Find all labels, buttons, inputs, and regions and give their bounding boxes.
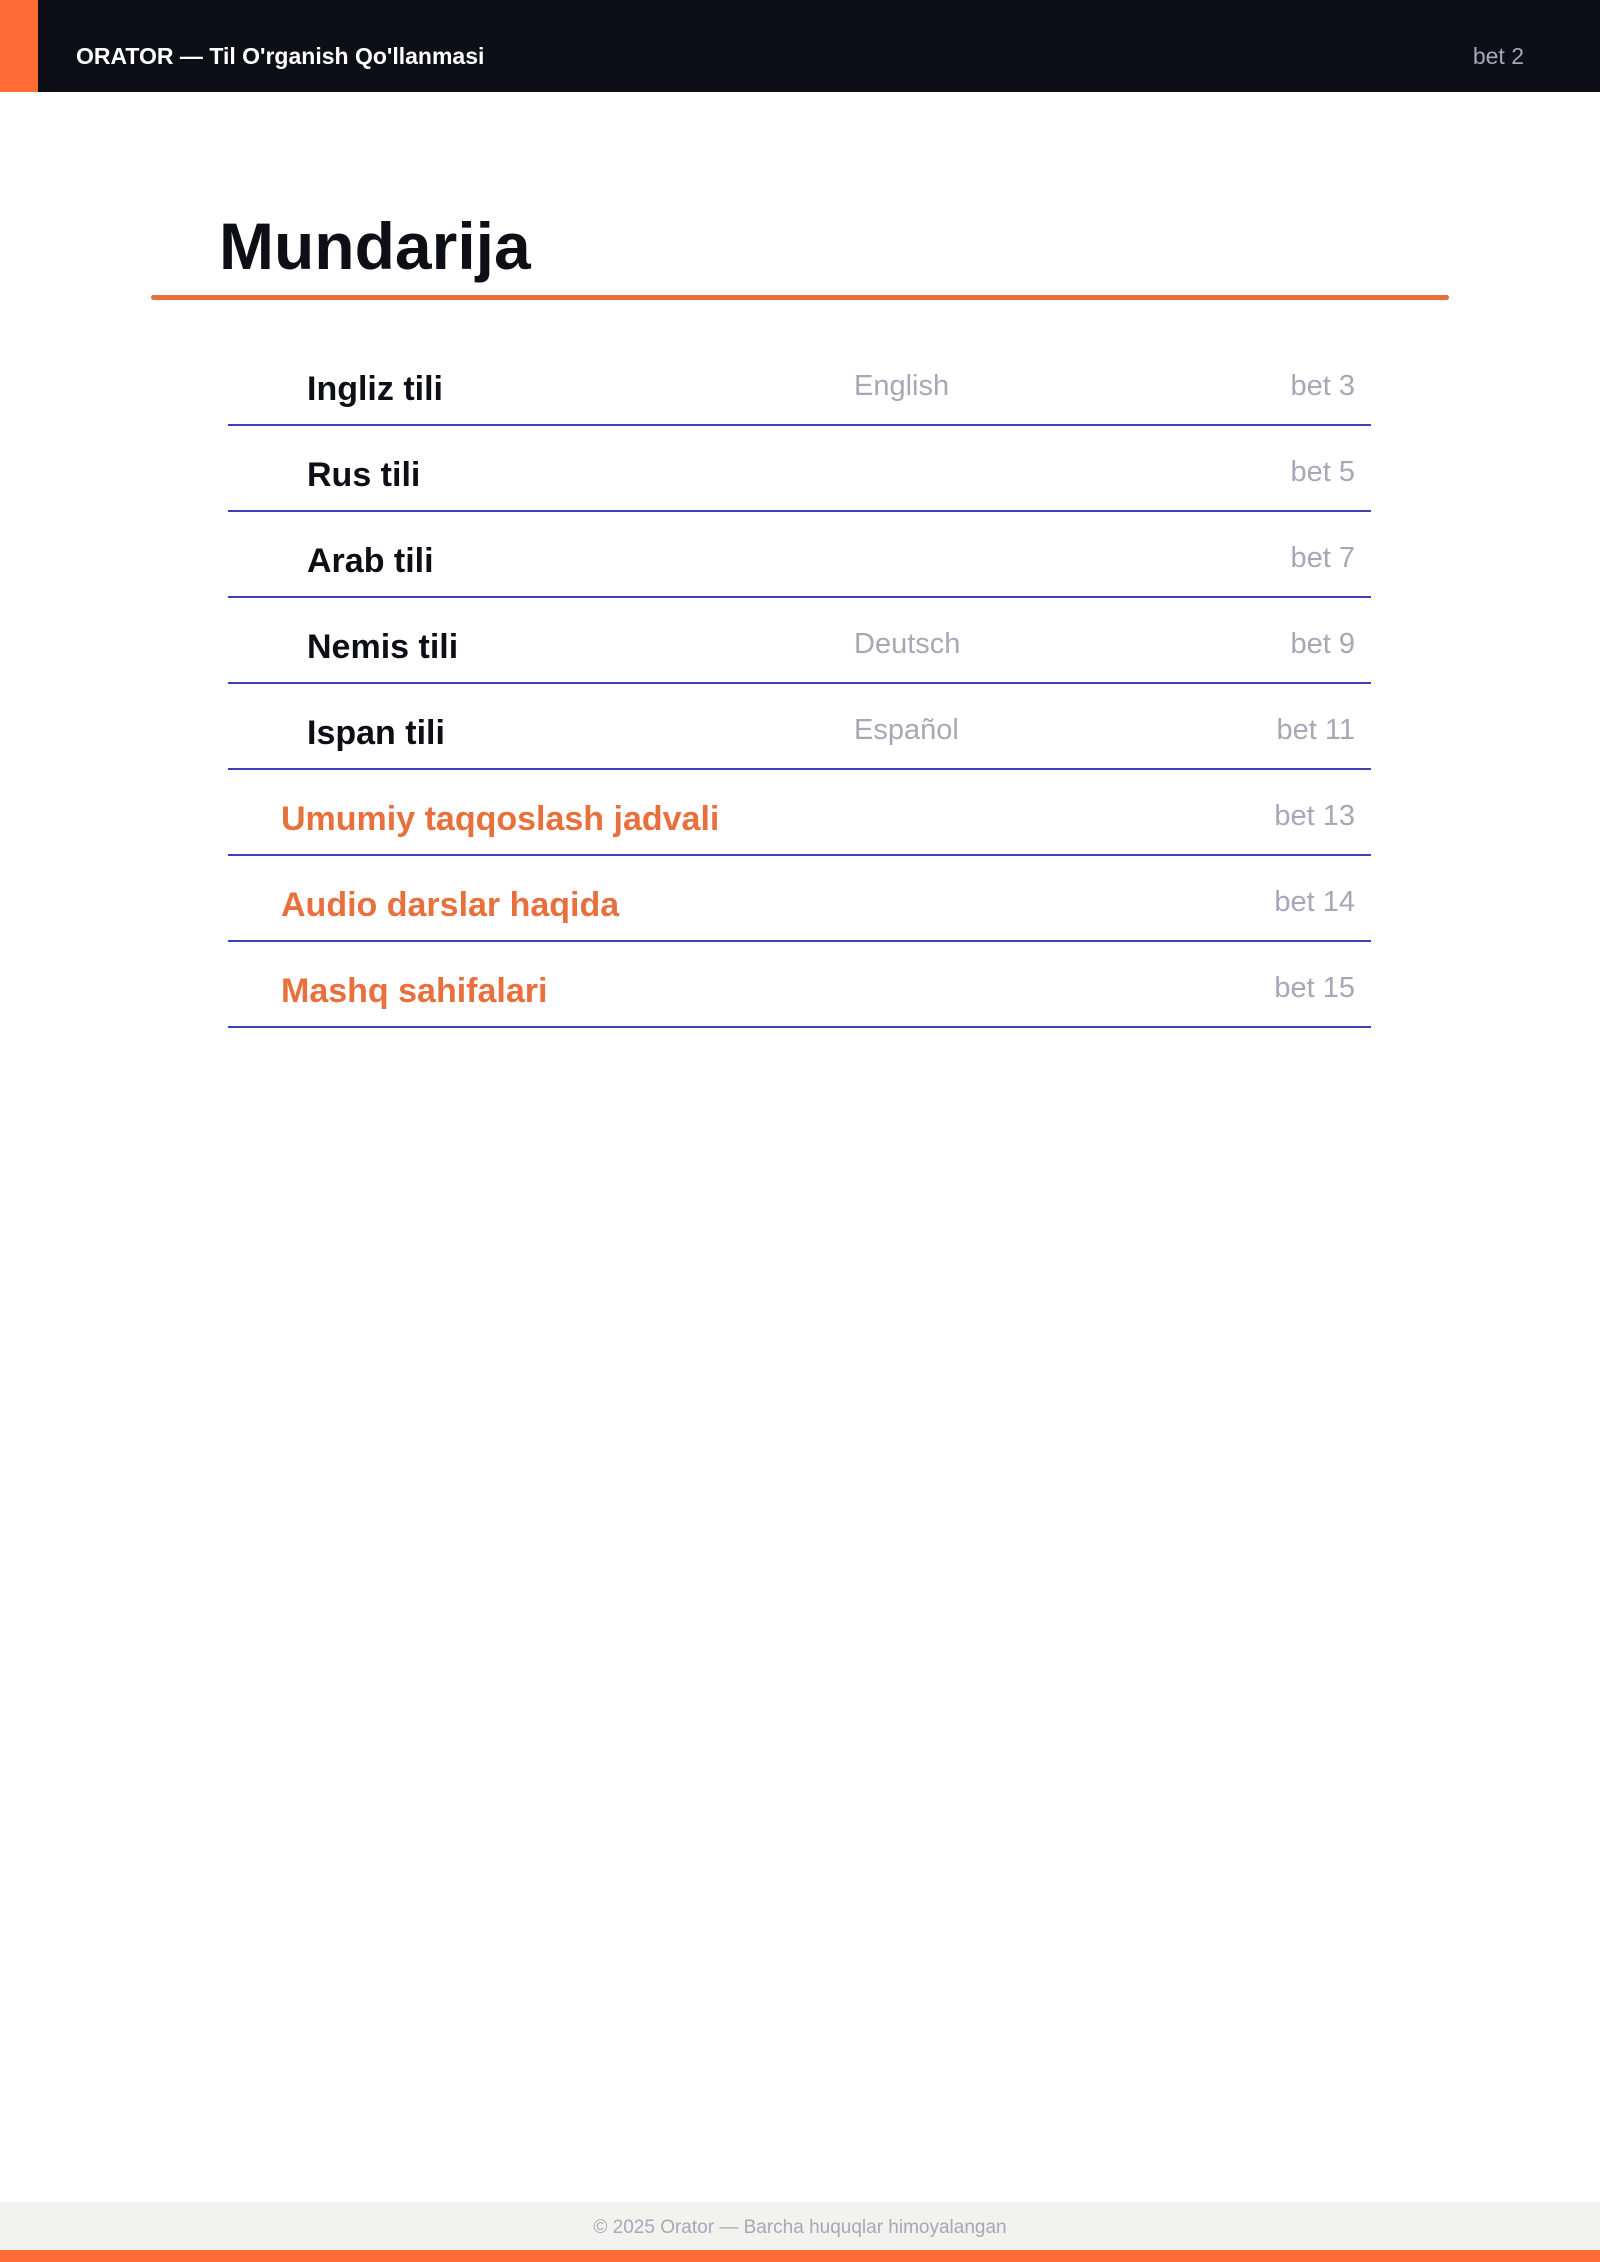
- toc-item-label: Arab tili: [307, 542, 434, 580]
- toc-item-native-name: English: [854, 370, 950, 402]
- page-footer: [0, 2202, 1600, 2250]
- toc-heading: Mundarija: [219, 209, 531, 283]
- toc-item-label: Rus tili: [307, 456, 421, 494]
- footer-accent-bar: [0, 2250, 1600, 2262]
- toc-item-page: bet 7: [1290, 542, 1355, 574]
- toc-item-arab-tili[interactable]: [228, 512, 1371, 598]
- page-header: [0, 0, 1600, 92]
- toc-item-label: Nemis tili: [307, 628, 459, 666]
- toc-item-page: bet 13: [1274, 800, 1355, 832]
- toc-heading-rule: [151, 295, 1449, 300]
- header-page-number: bet 2: [1472, 43, 1524, 69]
- toc-list: [228, 340, 1371, 1028]
- toc-item-ingliz-tili[interactable]: [228, 340, 1371, 426]
- header-accent-bar: [0, 0, 38, 92]
- toc-item-page: bet 9: [1290, 628, 1355, 660]
- toc-item-page: bet 11: [1276, 714, 1355, 746]
- document-title: ORATOR — Til O'rganish Qo'llanmasi: [76, 43, 485, 69]
- toc-item-label: Ispan tili: [307, 714, 445, 752]
- toc-item-label: Umumiy taqqoslash jadvali: [281, 800, 720, 838]
- toc-item-native-name: Español: [854, 714, 959, 746]
- toc-item-page: bet 14: [1274, 886, 1355, 918]
- toc-item-comparison-table[interactable]: [228, 770, 1371, 856]
- toc-item-label: Audio darslar haqida: [281, 886, 620, 924]
- toc-item-label: Ingliz tili: [307, 370, 443, 408]
- toc-item-nemis-tili[interactable]: [228, 598, 1371, 684]
- toc-item-native-name: Deutsch: [854, 628, 961, 660]
- toc-item-rus-tili[interactable]: [228, 426, 1371, 512]
- toc-item-page: bet 15: [1274, 972, 1355, 1004]
- toc-item-label: Mashq sahifalari: [281, 972, 548, 1010]
- copyright-text: © 2025 Orator — Barcha huquqlar himoyalangan: [593, 2217, 1007, 2238]
- toc-item-ispan-tili[interactable]: [228, 684, 1371, 770]
- toc-item-page: bet 3: [1290, 370, 1355, 402]
- toc-item-page: bet 5: [1290, 456, 1355, 488]
- toc-item-audio-lessons[interactable]: [228, 856, 1371, 942]
- toc-item-exercise-pages[interactable]: [228, 942, 1371, 1028]
